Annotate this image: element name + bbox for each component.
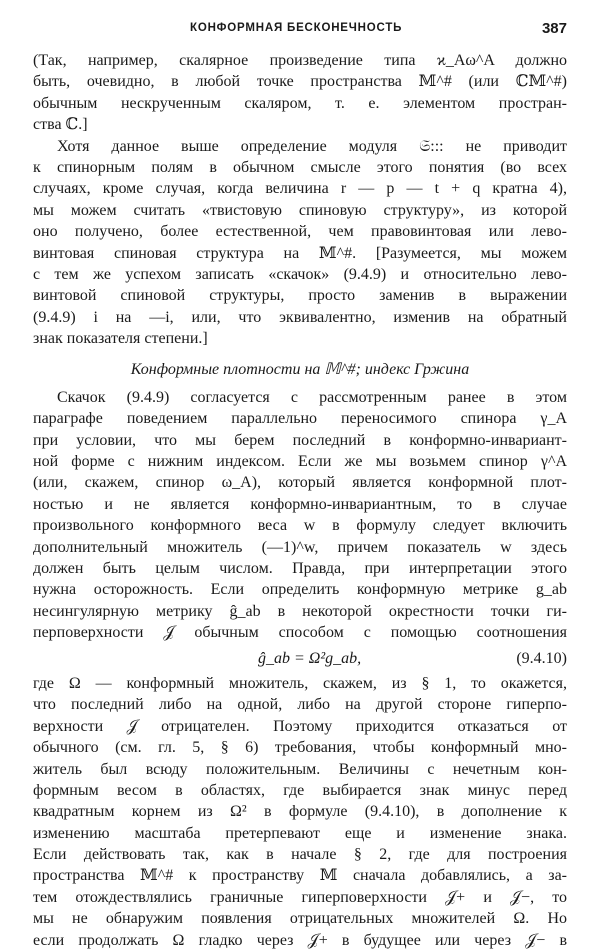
text-line: обычным нескрученным скаляром, т. е. элементом простран- (33, 94, 567, 112)
text-line: если продолжать Ω гладко через 𝒥+ в будущее или через 𝒥− в (33, 931, 567, 949)
text-line: винтовая спиновая структура на 𝕄^#. [Разумеется, мы можем (33, 244, 567, 262)
text-line: мы можем считать «твистовую спиновую структуру», из которой (33, 201, 567, 219)
paragraph (33, 673, 567, 951)
text-line: ностью и не является конформно-инвариантным, то в случае (33, 495, 567, 513)
text-line: где Ω — конформный множитель, скажем, из § 1, то окажется, (33, 674, 567, 692)
text-line: (9.4.9) i на —i, или, что эквивалентно, изменив на обратный (33, 308, 567, 326)
page-body (33, 50, 567, 951)
page-number: 387 (541, 20, 567, 37)
text-line: знак показателя степени.] (33, 330, 208, 348)
text-line: несингулярную метрику ĝ_ab в некоторой окрестности точки ги- (33, 602, 567, 620)
text-line: мы не обнаружим появления отрицательных множителей Ω. Но (33, 910, 567, 928)
text-line: оно получено, более естественной, чем правовинтовая или лево- (33, 223, 567, 241)
section-heading: Конформные плотности на 𝕄^#; индекс Гржина (130, 361, 470, 379)
text-line: Скачок (9.4.9) согласуется с рассмотренным ранее в этом (57, 388, 567, 406)
text-line: (или, скажем, спинор ω_A), который является конформной плот- (33, 474, 567, 492)
text-line: Хотя данное выше определение модуля 𝔖::: не приводит (57, 137, 567, 155)
text-line: дополнительный множитель (—1)^w, причем показатель w здесь (33, 538, 567, 556)
text-line: быть, очевидно, в любой точке пространства 𝕄^# (или ℂ𝕄^#) (33, 73, 567, 91)
text-line: (Так, например, скалярное произведение типа ϰ_Aω^A должно (33, 52, 567, 69)
page-header (0, 20, 600, 40)
equation-formula: ĝ_ab = Ω²g_ab, (258, 649, 362, 667)
text-line: квадратным корнем из Ω² в формуле (9.4.10), в дополнение к (33, 803, 567, 821)
text-line: Если действовать так, как в начале § 2, где для построения (33, 846, 567, 864)
equation (33, 648, 567, 669)
text-line: тем отождествлялись граничные гиперповерхности 𝒥+ и 𝒥−, то (33, 888, 567, 906)
text-line: формным весом в областях, где выбирается знак минус перед (33, 781, 567, 799)
text-line: ства ℂ.] (33, 116, 88, 134)
text-line: при условии, что мы берем последний в конформно-инвариант- (33, 431, 567, 449)
text-line: с тем же успехом записать «скачок» (9.4.9) и относительно лево- (33, 265, 567, 283)
running-title: КОНФОРМНАЯ БЕСКОНЕЧНОСТЬ (190, 22, 403, 34)
text-line: произвольного конформного веса w в формулу следует включить (33, 517, 567, 535)
text-line: что последний либо на одной, либо на другой стороне гиперпо- (33, 696, 567, 714)
text-line: пространства 𝕄^# к пространству 𝕄 сначала добавлялись, а за- (33, 867, 567, 885)
text-line: житель был всюду положительным. Величины с нечетным кон- (33, 760, 567, 778)
text-line: параграфе поведением параллельно переносимого спинора γ_A (33, 410, 567, 428)
text-line: к спинорным полям в обычном смысле этого понятия (во всех (33, 158, 567, 176)
text-line: перповерхности 𝒥 обычным способом с помощью соотношения (33, 624, 567, 642)
text-line: нужна осторожность. Если определить конформную метрике g_ab (33, 581, 567, 599)
text-line: верхности 𝒥 отрицателен. Поэтому приходится отказаться от (33, 717, 567, 735)
paragraph (33, 50, 567, 136)
text-line: случаях, кроме случая, когда величина r — p — t + q кратна 4), (33, 180, 567, 198)
text-line: винтовой спиновой структуры, просто заменив в выражении (33, 287, 567, 305)
text-line: ной форме с нижним индексом. Если же мы возьмем спинор γ^A (33, 453, 567, 471)
paragraph (33, 136, 567, 350)
text-line: обычного (см. гл. 5, § 6) требования, чтобы конформный мно- (33, 739, 567, 757)
equation-number: (9.4.10) (516, 649, 567, 667)
text-line: должен быть целым числом. Правда, при интерпретации этого (33, 559, 567, 577)
text-line: изменению масштаба претерпевают еще и изменение знака. (33, 824, 567, 842)
paragraph (33, 387, 567, 644)
